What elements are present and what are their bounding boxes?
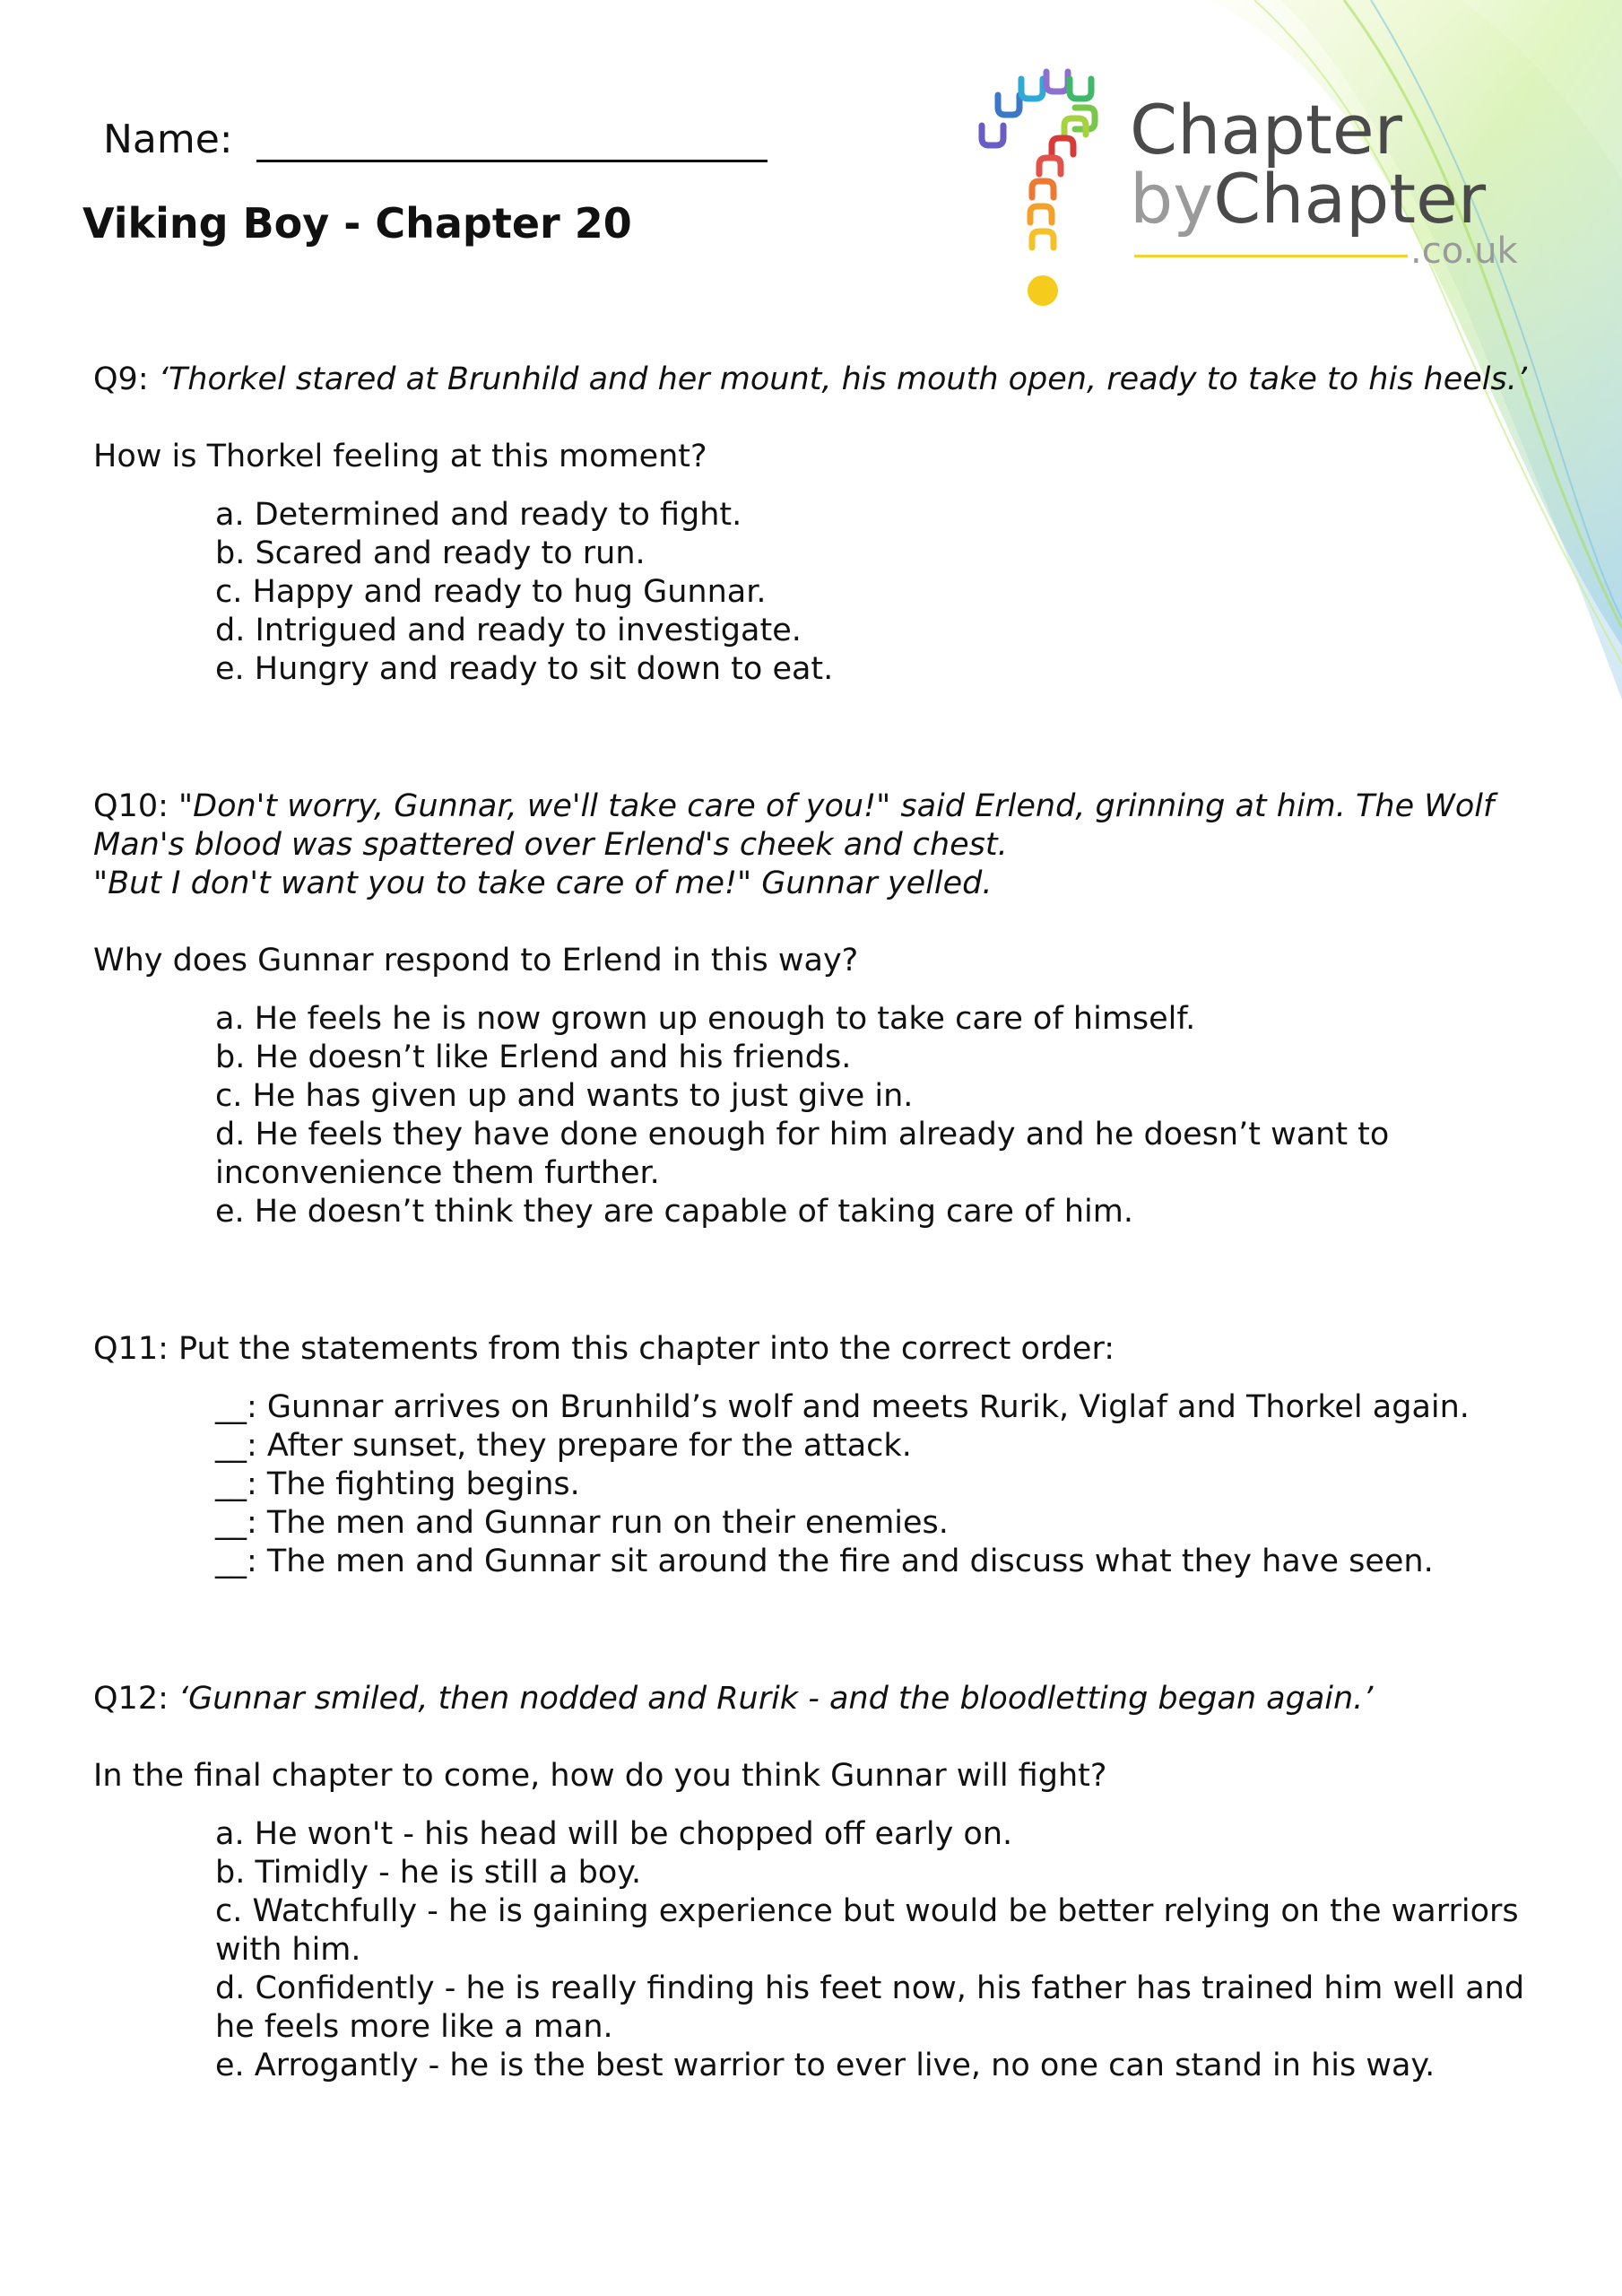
question-q12-stem: [93, 1680, 1528, 1718]
question-q9: [93, 361, 1528, 689]
logo-text-chapter: Chapter: [1130, 90, 1402, 170]
logo-text-by: by: [1130, 159, 1214, 239]
question-q12-prompt: In the final chapter to come, how do you think Gunnar will fight?: [93, 1758, 1107, 1794]
page-title: Viking Boy - Chapter 20: [82, 199, 632, 248]
logo-text-domain: .co.uk: [1410, 230, 1518, 272]
question-q9-label: Q9:: [93, 361, 149, 397]
question-q10-label: Q10:: [93, 788, 169, 824]
answer-option[interactable]: d. Confidently - he is really finding his feet now, his father has trained him well and he feels more like a man.: [215, 1970, 1525, 2045]
question-q10-quote-2: "But I don't want you to take care of me!" Gunnar yelled.: [93, 865, 993, 901]
question-q10-options: [93, 1000, 1528, 1231]
ordering-statement[interactable]: __: The men and Gunnar sit around the fire and discuss what they have seen.: [215, 1544, 1434, 1579]
question-mark-books-icon: [964, 56, 1116, 316]
name-label: Name:: [103, 117, 233, 162]
questions-content: [93, 361, 1528, 2085]
answer-option[interactable]: b. Timidly - he is still a boy.: [215, 1855, 642, 1891]
question-q10-prompt: Why does Gunnar respond to Erlend in this way?: [93, 943, 859, 978]
question-q12-quote: ‘Gunnar smiled, then nodded and Rurik - and the bloodletting began again.’: [178, 1681, 1374, 1717]
spacer: [93, 1581, 1528, 1680]
question-q9-stem: [93, 361, 1528, 399]
question-q11-prompt: Put the statements from this chapter into the correct order:: [178, 1331, 1115, 1367]
question-q11-label: Q11:: [93, 1331, 169, 1367]
name-input-line[interactable]: [256, 120, 768, 162]
question-q11: [93, 1330, 1528, 1581]
answer-option[interactable]: a. He won't - his head will be chopped off early on.: [215, 1816, 1013, 1852]
answer-option[interactable]: e. Hungry and ready to sit down to eat.: [215, 651, 834, 687]
ordering-statement[interactable]: __: The fighting begins.: [215, 1466, 580, 1502]
question-q10-stem: [93, 787, 1528, 903]
ordering-statement[interactable]: __: After sunset, they prepare for the attack.: [215, 1428, 912, 1464]
answer-option[interactable]: e. Arrogantly - he is the best warrior to ever live, no one can stand in his way.: [215, 2048, 1436, 2083]
answer-option[interactable]: a. He feels he is now grown up enough to take care of himself.: [215, 1001, 1196, 1037]
question-q9-options: [93, 496, 1528, 689]
logo-text-by-chapter: [1130, 159, 1487, 239]
ordering-statement[interactable]: __: The men and Gunnar run on their enemies.: [215, 1505, 949, 1541]
answer-option[interactable]: c. Happy and ready to hug Gunnar.: [215, 574, 767, 610]
answer-option[interactable]: b. Scared and ready to run.: [215, 535, 646, 571]
answer-option[interactable]: b. He doesn’t like Erlend and his friends.: [215, 1039, 852, 1075]
question-q9-prompt: How is Thorkel feeling at this moment?: [93, 439, 707, 474]
ordering-statement[interactable]: __: Gunnar arrives on Brunhild’s wolf and meets Rurik, Viglaf and Thorkel again.: [215, 1389, 1470, 1425]
question-q11-statements: [93, 1388, 1528, 1581]
question-q12-options: [93, 1815, 1528, 2085]
logo-underline: [1134, 255, 1408, 257]
question-q12: [93, 1680, 1528, 2085]
spacer: [93, 689, 1528, 787]
question-q12-label: Q12:: [93, 1681, 169, 1717]
name-field-row: [103, 117, 768, 162]
logo-text-chapter-2: Chapter: [1213, 159, 1487, 239]
answer-option[interactable]: c. He has given up and wants to just give in.: [215, 1078, 914, 1114]
answer-option[interactable]: d. He feels they have done enough for him already and he doesn’t want to inconvenience them further.: [215, 1117, 1390, 1191]
answer-option[interactable]: c. Watchfully - he is gaining experience but would be better relying on the warriors with him.: [215, 1893, 1519, 1968]
question-q11-stem: [93, 1330, 1528, 1369]
answer-option[interactable]: a. Determined and ready to fight.: [215, 497, 742, 533]
question-q9-quote: ‘Thorkel stared at Brunhild and her mount, his mouth open, ready to take to his heels.’: [158, 361, 1528, 397]
answer-option[interactable]: e. He doesn’t think they are capable of taking care of him.: [215, 1194, 1133, 1230]
question-q10: [93, 787, 1528, 1231]
answer-option[interactable]: d. Intrigued and ready to investigate.: [215, 613, 802, 648]
chapter-by-chapter-logo: [964, 56, 1538, 316]
question-q10-quote: "Don't worry, Gunnar, we'll take care of you!" said Erlend, grinning at him. The Wolf Man's blood was spattered over Erlend's cheek and chest.: [93, 788, 1495, 863]
spacer: [93, 1231, 1528, 1330]
